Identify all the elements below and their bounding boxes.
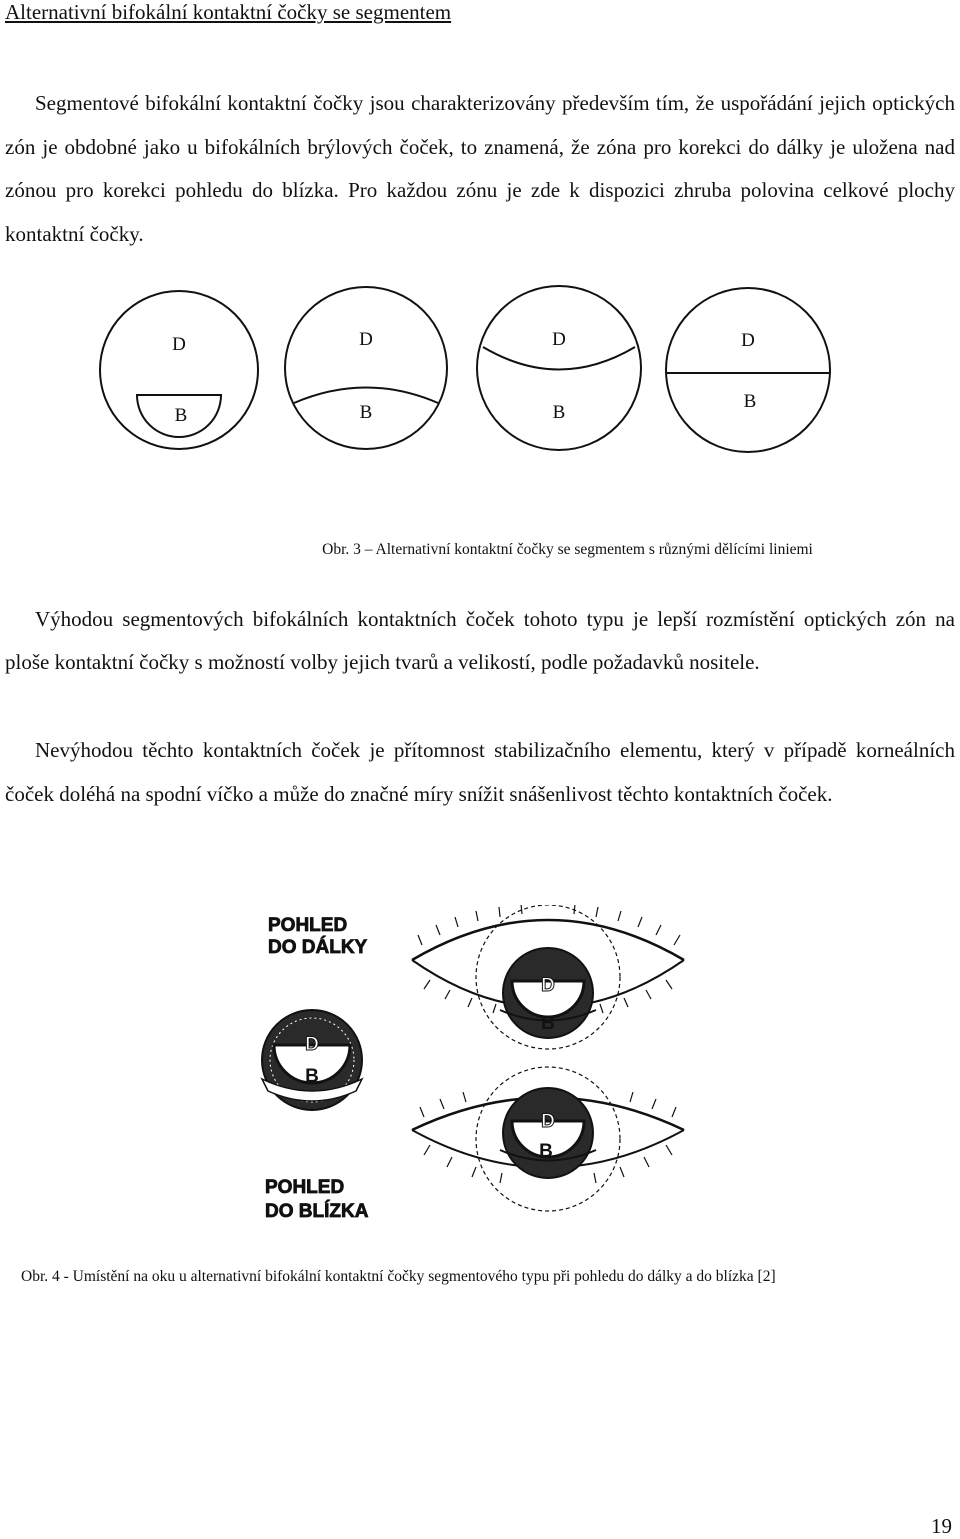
eye-near-gaze — [412, 1067, 684, 1211]
label-near-line1: POHLED — [265, 1177, 345, 1198]
lens-outline — [666, 288, 830, 452]
standalone-lens-icon — [262, 1010, 362, 1110]
lens-near-zone-label: B — [743, 391, 757, 412]
figure-3-caption: Obr. 3 – Alternativní kontaktní čočky se segmentem s různými dělícími liniemi — [322, 541, 813, 558]
lens-outline — [477, 286, 641, 450]
lens-far-zone-label: D — [552, 329, 566, 350]
label-far-line1: POHLED — [268, 915, 348, 936]
lens-dividing-line — [483, 347, 635, 370]
lens-near-zone-label: B — [174, 405, 188, 426]
eye1-near-zone-label: B — [541, 1013, 555, 1034]
paragraph-disadvantage: Nevýhodou těchto kontaktních čoček je přítomnost stabilizačního elementu, který v případě korneálních čoček doléhá na spodní víčko a může do značné míry snížit snášenlivost těchto kontaktních čoček. — [5, 738, 955, 806]
eye2-near-zone-label: B — [539, 1141, 553, 1162]
eye1-far-zone-label: D — [541, 975, 555, 996]
paragraph-advantage: Výhodou segmentových bifokálních kontaktních čoček tohoto typu je lepší rozmístění optických zón na ploše kontaktní čočky s možností volby jejich tvarů a velikostí, podle požadavků nositele. — [5, 607, 955, 674]
label-near-line2: DO BLÍZKA — [265, 1201, 369, 1222]
lens-far-zone-label: D — [172, 334, 186, 355]
lens-outline — [285, 287, 447, 449]
page-number: 19 — [931, 1514, 952, 1538]
lens-near-zone-label: B — [552, 402, 566, 423]
figure-4-caption: Obr. 4 - Umístění na oku u alternativní bifokální kontaktní čočky segmentového typu při pohledu do dálky a do blízka [2] — [21, 1268, 776, 1285]
figure-4-eye-placement — [0, 905, 960, 1245]
label-far-line2: DO DÁLKY — [268, 937, 368, 958]
lens-dividing-line — [294, 388, 438, 404]
lens-far-zone-label: D — [359, 329, 373, 350]
figure-3-lens-segments — [0, 282, 960, 492]
section-heading: Alternativní bifokální kontaktní čočky se segmentem — [5, 0, 452, 24]
paragraph-intro: Segmentové bifokální kontaktní čočky jsou charakterizovány především tím, že uspořádání jejich optických zón je obdobné jako u bifokálních brýlových čoček, to znamená, že zóna pro korekci do dálky je uložena nad zónou pro korekci pohledu do blízka. Pro každou zónu je zde k dispozici zhruba polovina celkové plochy kontaktní čočky. — [5, 91, 955, 246]
lens-near-zone-label: B — [359, 402, 373, 423]
lens-far-zone-label: D — [305, 1034, 319, 1055]
lens-near-zone-label: B — [305, 1066, 319, 1087]
eye2-far-zone-label: D — [541, 1111, 555, 1132]
lens-far-zone-label: D — [741, 330, 755, 351]
